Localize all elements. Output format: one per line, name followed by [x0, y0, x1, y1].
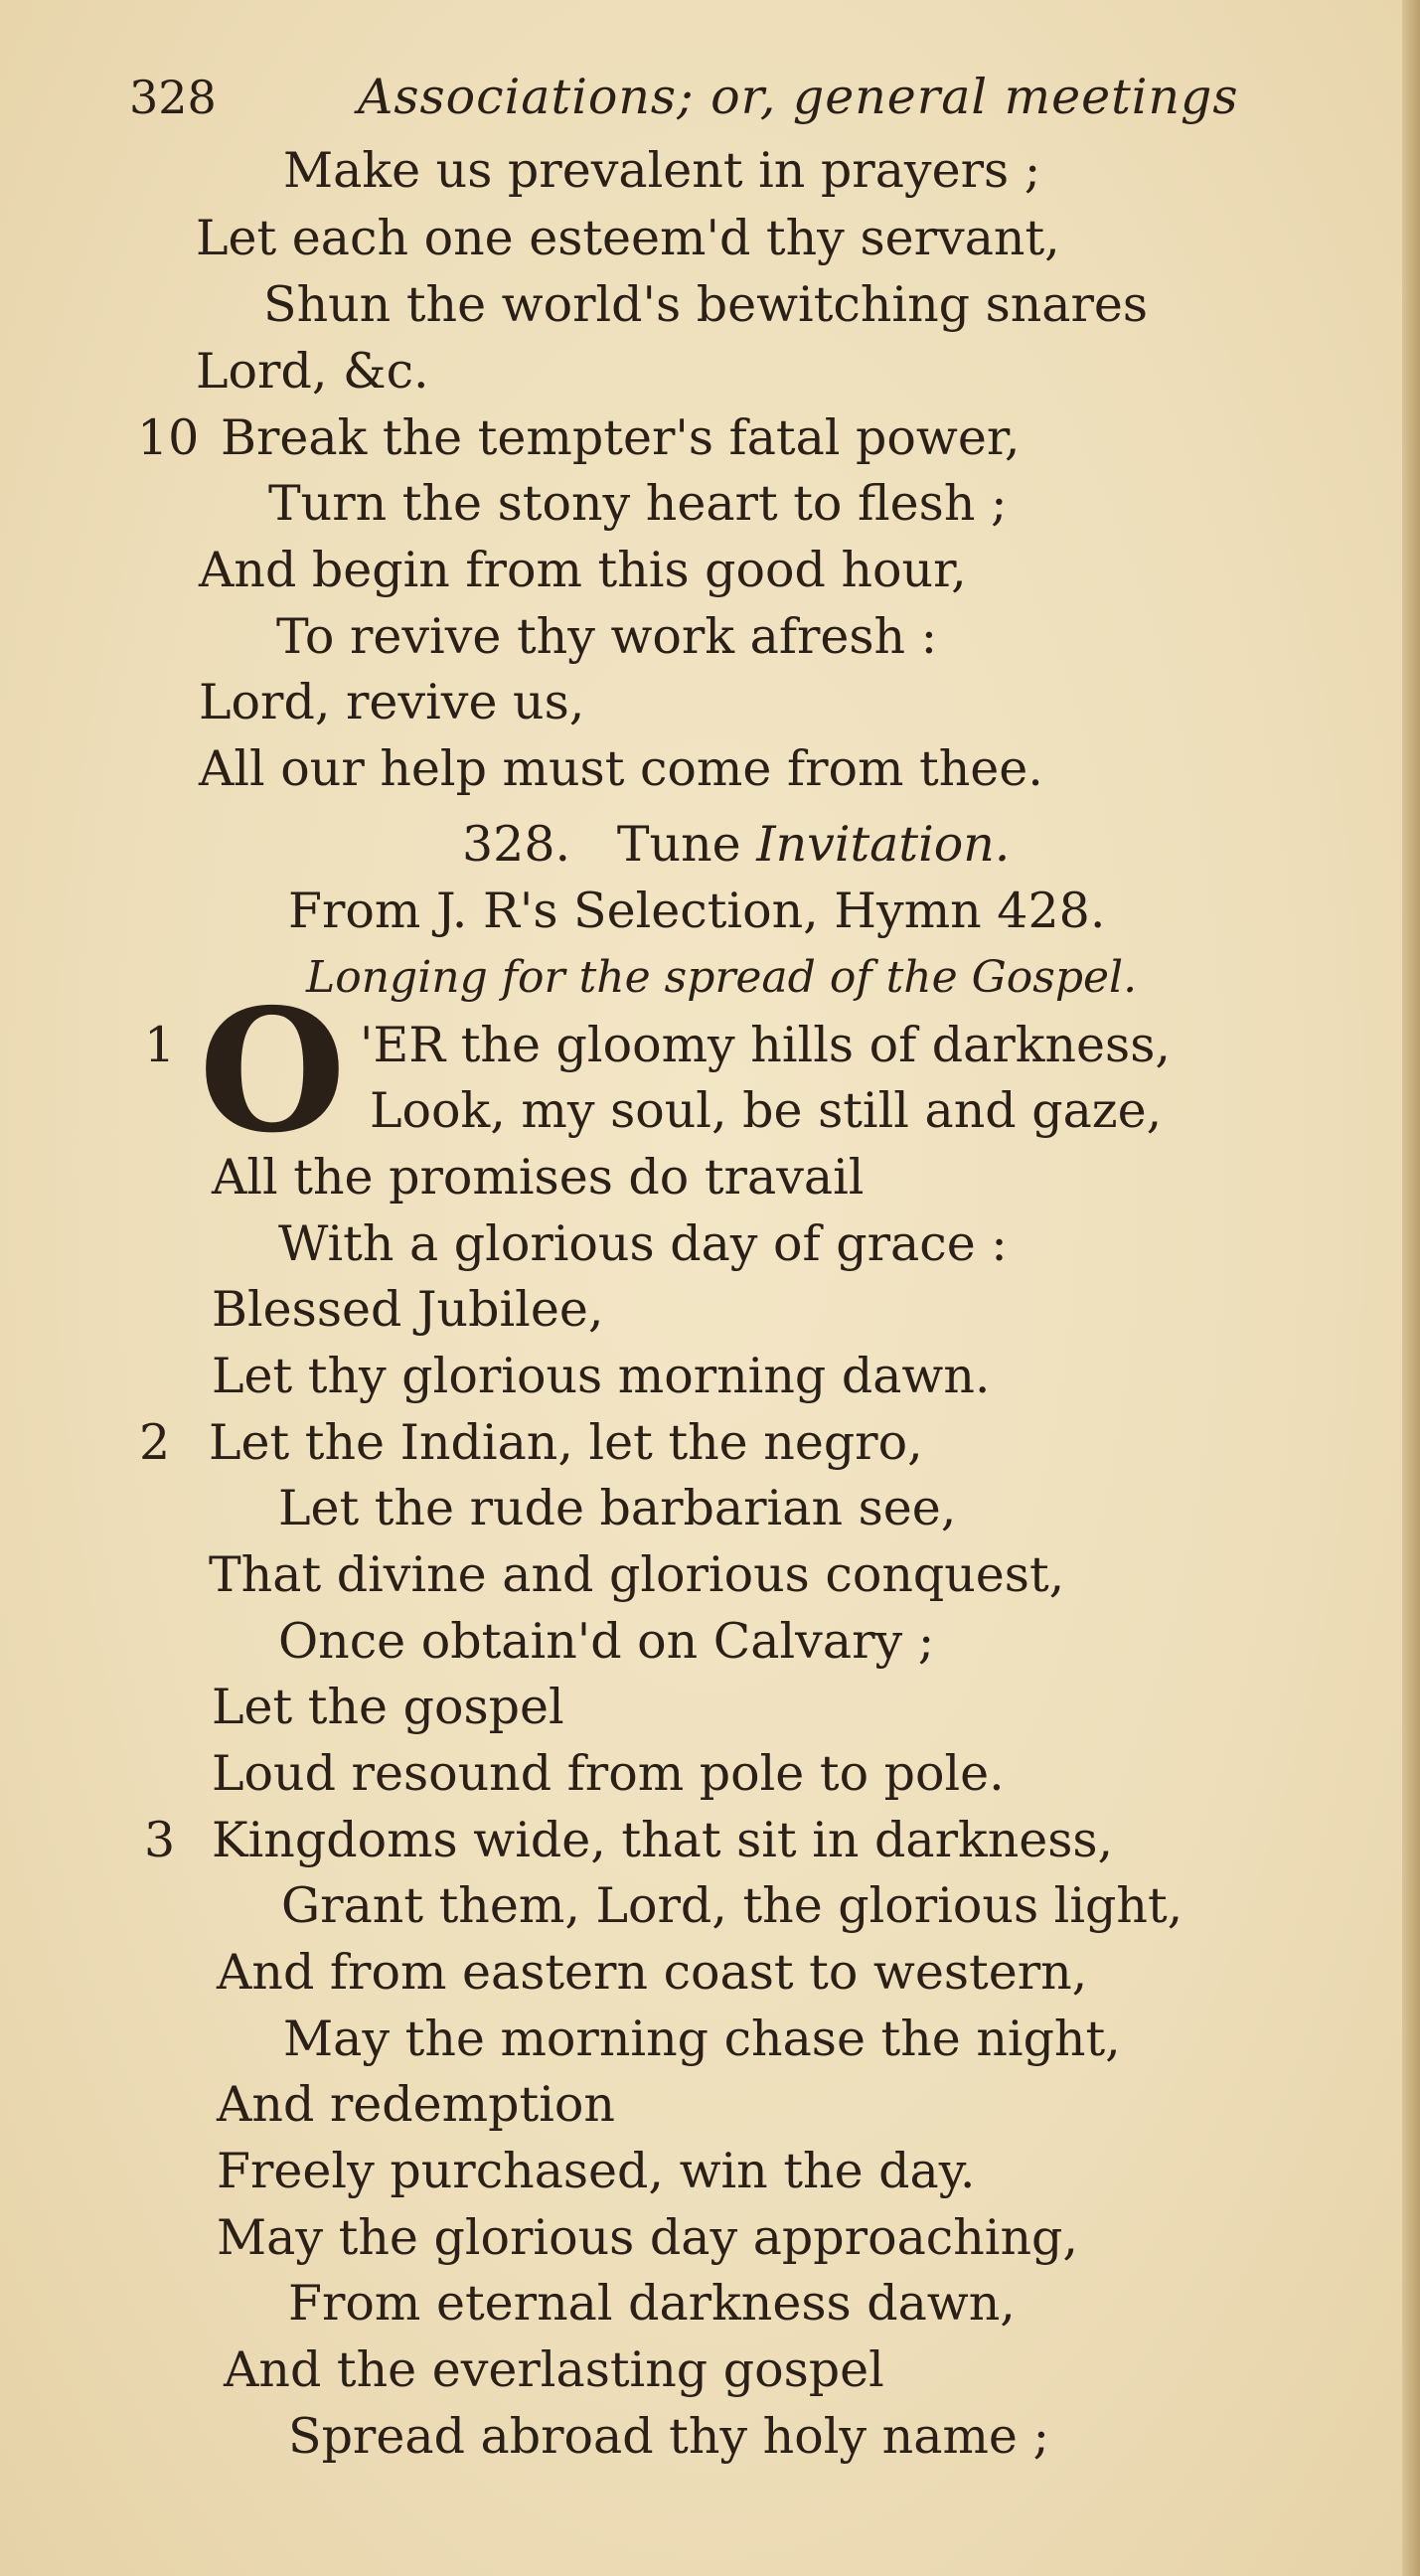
text-line: With a glorious day of grace : [278, 1215, 1008, 1272]
text-line: And from eastern coast to western, [217, 1944, 1088, 2001]
verse-number: 3 [144, 1812, 176, 1868]
page-edge [1402, 0, 1420, 2576]
text-line: From eternal darkness dawn, [288, 2275, 1016, 2332]
drop-cap: O [199, 972, 347, 1171]
text-line: Make us prevalent in prayers ; [283, 142, 1041, 199]
text-line: Look, my soul, be still and gaze, [370, 1082, 1163, 1139]
text-line: Freely purchased, win the day. [217, 2143, 976, 2199]
text-line: And redemption [217, 2076, 615, 2133]
hymn-tune-name: Invitation. [756, 816, 1011, 873]
text-line: Once obtain'd on Calvary ; [278, 1613, 935, 1670]
hymn-subtitle: Longing for the spread of the Gospel. [306, 952, 1138, 1003]
text-line: May the morning chase the night, [283, 2011, 1121, 2067]
text-line: That divine and glorious conquest, [209, 1546, 1065, 1603]
text-line: Let thy glorious morning dawn. [212, 1348, 991, 1404]
text-line: Let the gospel [212, 1679, 564, 1735]
text-line: All our help must come from thee. [199, 740, 1043, 797]
text-line: Let the Indian, let the negro, [209, 1414, 923, 1471]
hymn-source: From J. R's Selection, Hymn 428. [288, 883, 1106, 939]
text-line: Let the rude barbarian see, [278, 1480, 957, 1536]
text-line: Turn the stony heart to flesh ; [268, 475, 1008, 532]
text-line: Break the tempter's fatal power, [221, 409, 1021, 466]
text-line: Shun the world's bewitching snares [263, 276, 1149, 333]
hymn-number: 328. [462, 816, 571, 873]
running-title: Associations; or, general meetings [358, 69, 1239, 125]
page-number: 328 [129, 71, 217, 124]
text-line: Loud resound from pole to pole. [212, 1745, 1005, 1802]
verse-number: 2 [139, 1414, 171, 1471]
hymn-heading [462, 815, 1010, 875]
text-line: 'ER the gloomy hills of darkness, [360, 1017, 1171, 1073]
verse-number: 10 [137, 409, 200, 466]
text-line: May the glorious day approaching, [217, 2209, 1078, 2266]
text-line: All the promises do travail [212, 1149, 865, 1206]
text-line: And begin from this good hour, [199, 542, 967, 598]
text-line: To revive thy work afresh : [276, 608, 938, 665]
text-line: Grant them, Lord, the glorious light, [281, 1877, 1183, 1934]
text-line: Let each one esteem'd thy servant, [196, 210, 1060, 266]
text-line: Spread abroad thy holy name ; [288, 2408, 1049, 2465]
text-line: Blessed Jubilee, [212, 1281, 604, 1338]
text-line: And the everlasting gospel [224, 2341, 884, 2398]
text-line: Kingdoms wide, that sit in darkness, [212, 1812, 1114, 1868]
text-line: Lord, &c. [196, 343, 429, 400]
text-line: Lord, revive us, [199, 674, 585, 730]
hymn-tune-label: Tune [616, 816, 741, 873]
verse-number: 1 [144, 1017, 176, 1073]
